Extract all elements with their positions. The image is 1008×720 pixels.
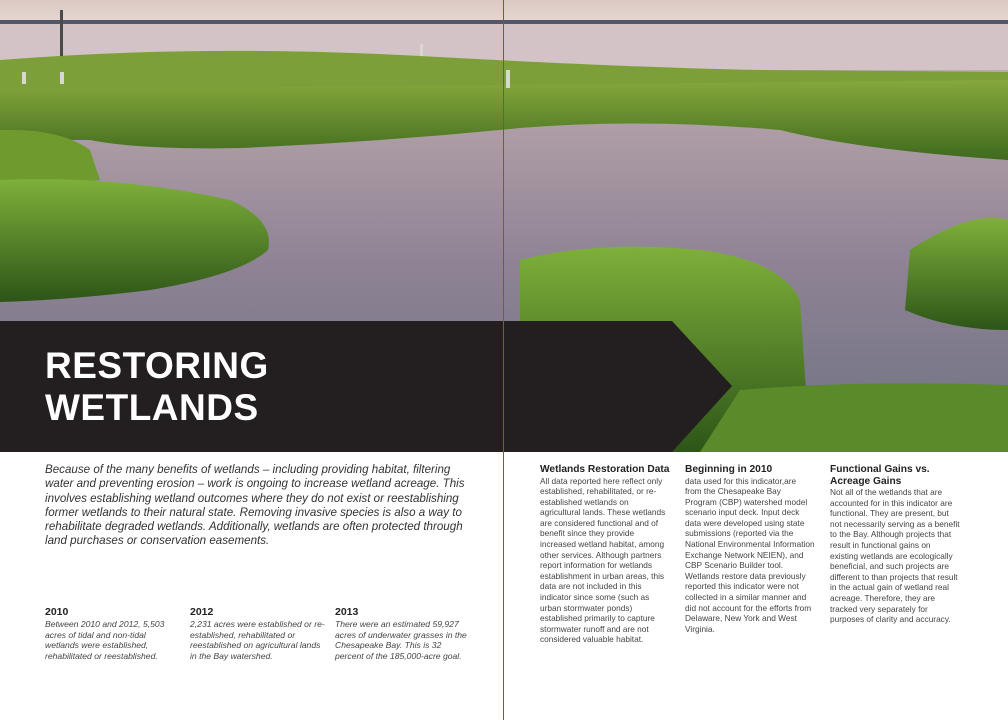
milestone-text: Between 2010 and 2012, 5,503 acres of tidal and non-tidal wetlands were established, rehabilitated or reestablished.	[45, 619, 165, 661]
milestone-2013	[335, 606, 470, 661]
column-heading: Wetlands Restoration Data	[540, 464, 670, 475]
milestone-year: 2013	[335, 606, 359, 618]
page-fold-line	[503, 0, 504, 720]
page-title	[45, 345, 269, 429]
intro-paragraph: Because of the many benefits of wetlands – including providing habitat, filtering water and preventing erosion – work is ongoing to increase wetland acreage. This involves establishing wetland outcomes where they do not exist or reestablishing former wetlands to their natural state. Removing invasive species is also a way to rehabilitate degraded wetlands. Additionally, wetlands are often protected through land purchases or conservation easements.	[45, 463, 465, 548]
milestone-year: 2010	[45, 606, 69, 618]
column-functional-gains	[830, 464, 960, 625]
title-line-1: RESTORING	[45, 345, 269, 386]
title-line-2: WETLANDS	[45, 387, 259, 428]
column-body: data used for this indicator,are from the Chesapeake Bay Program (CBP) watershed model scenario input deck. Input deck data were developed using state submissions (reported via the National Environmental Information Exchange Network NEIEN), and CBP Scenario Builder tool. Wetlands restore data previously reported this indicator were not collected in a similar manner and did not account for the efforts from Delaware, New York and West Virginia.	[685, 475, 815, 634]
column-heading: Beginning in 2010	[685, 464, 773, 475]
column-body: Not all of the wetlands that are accounted for in this indicator are functional. They are present, but not necessarily serving as a benefit to the Bay. Although projects that result in functional gains on existing wetlands are ecologically beneficial, and such projects are different to than projects that result in the actual gain of wetland real acreage. Therefore, they are tracked very separately for purposes of clarity and accuracy.	[830, 487, 960, 625]
column-heading: Functional Gains vs. Acreage Gains	[830, 464, 930, 487]
column-restoration-data	[540, 464, 670, 645]
milestone-year: 2012	[190, 606, 214, 618]
milestone-2010	[45, 606, 180, 661]
milestone-2012	[190, 606, 325, 661]
column-body: All data reported here reflect only established, rehabilitated, or re-established wetlands on agricultural lands. These wetlands are considered functional and of benefit since they provide increased wetland habitat, among other services. Although partners report information for wetlands establishment in urban areas, this data are not included in this indicator since some (such as urban stormwater ponds) established primarily to capture stormwater runoff and are not considered valuable habitat.	[540, 475, 666, 645]
milestone-text: 2,231 acres were established or re-established, rehabilitated or reestablished on agricultural lands in the Bay watershed.	[190, 619, 325, 661]
milestone-text: There were an estimated 59,927 acres of underwater grasses in the Chesapeake Bay. This is 32 percent of the 185,000-acre goal.	[335, 619, 467, 661]
column-beginning-2010	[685, 464, 815, 634]
